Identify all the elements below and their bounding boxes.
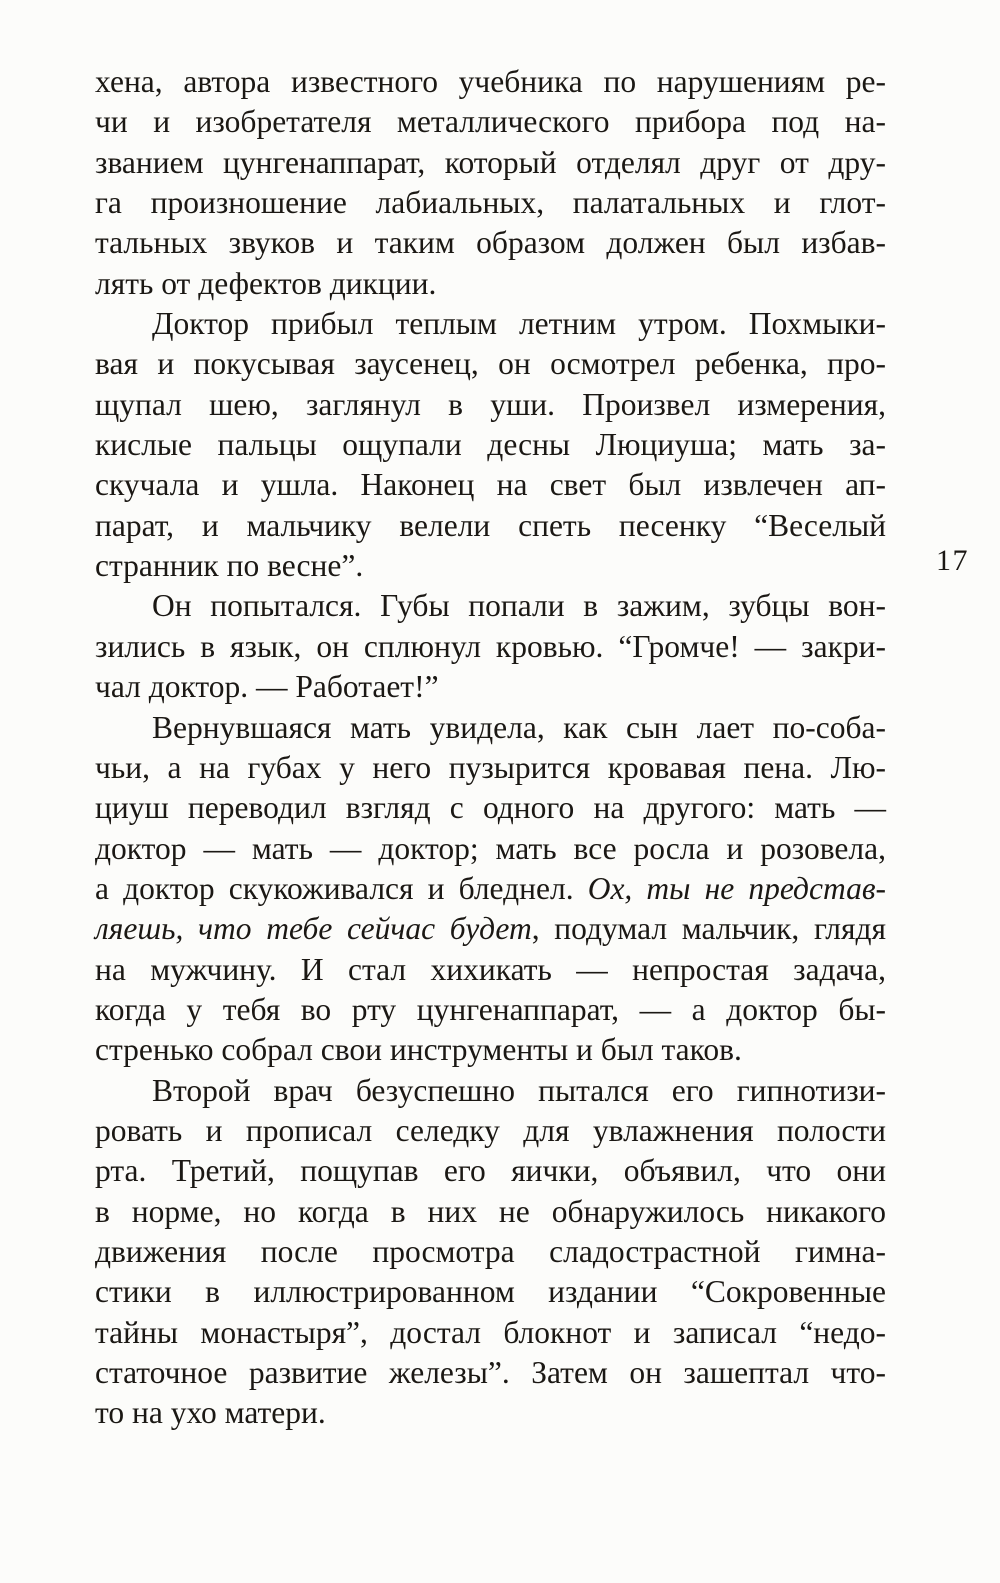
text-line xyxy=(95,909,886,949)
body-text: Вернувшаяся мать увидела, как сын лает по-соба- xyxy=(152,709,886,745)
body-text: чи и изобретателя металлического прибора под на- xyxy=(95,104,886,140)
body-text: Второй врач безуспешно пытался его гипнотизи- xyxy=(152,1072,886,1108)
body-text: статочное развитие железы”. Затем он зашептал что- xyxy=(95,1355,886,1390)
italic-text: Ох, ты не представ- xyxy=(587,870,886,906)
body-text: кислые пальцы ощупали десны Люциуша; мать за- xyxy=(95,427,886,463)
body-text: доктор — мать — доктор; мать все росла и розовела, xyxy=(95,830,886,866)
body-text: странник по весне”. xyxy=(95,548,364,584)
text-line xyxy=(95,788,886,828)
text-line xyxy=(95,586,886,626)
body-text: хена, автора известного учебника по нарушениям ре- xyxy=(95,64,886,99)
text-line xyxy=(95,465,886,505)
body-text: вая и покусывая заусенец, он осмотрел ребенка, про- xyxy=(95,346,886,382)
text-line xyxy=(95,950,886,990)
body-text: рта. Третий, пощупав его яички, объявил, что они xyxy=(95,1153,886,1189)
body-text: а доктор скукоживался и бледнел. xyxy=(95,870,588,906)
text-line xyxy=(95,1111,886,1151)
body-text: Доктор прибыл теплым летним утром. Похмыки- xyxy=(152,306,886,342)
body-text: стики в иллюстрированном издании “Сокровенные xyxy=(95,1274,886,1310)
body-text: на мужчину. И стал хихикать — непростая задача, xyxy=(95,951,886,987)
text-line xyxy=(95,829,886,869)
text-line xyxy=(95,627,886,667)
page-number: 17 xyxy=(936,544,969,577)
text-line xyxy=(95,183,886,223)
text-line xyxy=(95,506,886,546)
text-line xyxy=(95,1272,886,1312)
text-line xyxy=(95,1232,886,1272)
text-line xyxy=(95,425,886,465)
text-line xyxy=(95,1313,886,1353)
text-line xyxy=(95,546,886,586)
text-line xyxy=(95,1030,886,1070)
body-text: движения после просмотра сладострастной гимна- xyxy=(95,1233,886,1269)
text-line xyxy=(95,748,886,788)
body-text: , подумал мальчик, глядя xyxy=(531,911,887,947)
text-line xyxy=(95,62,886,102)
body-text: скучала и ушла. Наконец на свет был извлечен ап- xyxy=(95,467,886,503)
body-text: Он попытался. Губы попали в зажим, зубцы вон- xyxy=(152,588,886,624)
body-text: чал доктор. — Работает!” xyxy=(95,669,439,705)
text-line xyxy=(95,102,886,142)
body-text: зились в язык, он сплюнул кровью. “Громче! — закри- xyxy=(95,628,886,664)
text-line xyxy=(95,304,886,344)
text-line xyxy=(95,1393,886,1433)
text-line xyxy=(95,1071,886,1111)
text-line xyxy=(95,1151,886,1191)
text-line xyxy=(95,344,886,384)
text-line xyxy=(95,223,886,263)
body-text: когда у тебя во рту цунгенаппарат, — а доктор бы- xyxy=(95,991,886,1027)
text-line xyxy=(95,990,886,1030)
text-line xyxy=(95,708,886,748)
body-text: тальных звуков и таким образом должен был избав- xyxy=(95,225,886,261)
body-text: в норме, но когда в них не обнаружилось никакого xyxy=(95,1193,886,1229)
italic-text: ляешь, что тебе сейчас будет xyxy=(95,911,532,947)
body-text: ровать и прописал селедку для увлажнения полости xyxy=(95,1112,886,1148)
text-line xyxy=(95,264,886,304)
text-line xyxy=(95,143,886,183)
body-text: стренько собрал свои инструменты и был таков. xyxy=(95,1032,742,1068)
body-text: щупал шею, заглянул в уши. Произвел измерения, xyxy=(95,386,886,422)
text-line xyxy=(95,667,886,707)
text-line xyxy=(95,385,886,425)
body-text: то на ухо матери. xyxy=(95,1395,326,1431)
body-text: га произношение лабиальных, палатальных и глот- xyxy=(95,185,886,221)
body-text: тайны монастыря”, достал блокнот и записал “недо- xyxy=(95,1314,886,1350)
body-text: циуш переводил взгляд с одного на другого: мать — xyxy=(95,790,886,826)
body-text: лять от дефектов дикции. xyxy=(95,265,437,301)
body-text: чьи, а на губах у него пузырится кровавая пена. Лю- xyxy=(95,749,886,785)
text-line xyxy=(95,1192,886,1232)
body-text: званием цунгенаппарат, который отделял друг от дру- xyxy=(95,144,886,180)
text-line xyxy=(95,869,886,909)
text-line xyxy=(95,1353,886,1393)
body-text: парат, и мальчику велели спеть песенку “Веселый xyxy=(95,507,886,543)
text-column xyxy=(95,62,886,1434)
